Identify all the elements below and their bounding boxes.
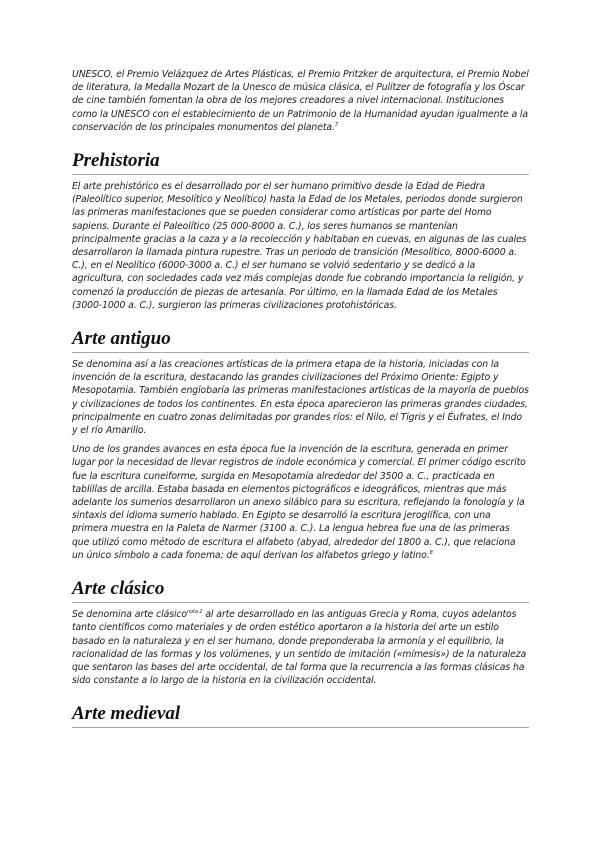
intro-paragraph xyxy=(72,68,529,134)
arte-antiguo-paragraph-1: Se denomina así a las creaciones artísticas de la primera etapa de la historia, iniciadas con la invención de la escritura, destacando las grandes civilizaciones del Próximo Oriente: Egipto y Mesopotamia. También englobaría las primeras manifestaciones artísticas de la mayoría de pueblos y civilizaciones de todos los continentes. En esta época aparecieron las primeras grandes ciudades, principalmente en cuatro zonas delimitadas por grandes ríos: el Nilo, el Tigris y el Éufrates, el Indo y el río Amarillo. xyxy=(72,359,529,437)
heading-arte-medieval: Arte medieval xyxy=(72,703,529,728)
arte-antiguo-paragraph-2 xyxy=(72,443,529,562)
intro-text: UNESCO, el Premio Velázquez de Artes Plásticas, el Premio Pritzker de arquitectura, el Premio Nobel de literatura, la Medalla Mozart de la Unesco de música clásica, el Pulitzer de fotografía y los Óscar de cine también fomentan la obra de los mejores creadores a nivel internacional. Instituciones como la UNESCO con el establecimiento de un Patrimonio de la Humanidad ayudan igualmente a la conservación de los principales monumentos del planeta. xyxy=(72,69,529,133)
heading-arte-antiguo: Arte antiguo xyxy=(72,328,529,353)
heading-arte-clasico: Arte clásico xyxy=(72,578,529,603)
arte-antiguo-paragraph-2-text: Uno de los grandes avances en esta época fue la invención de la escritura, generada en primer lugar por la necesidad de llevar registros de índole económica y comercial. El primer código escrito fue la escritura cuneiforme, surgida en Mesopotamia alrededor del 3500 a. C., practicada en tablillas de arcilla. Estaba basada en elementos pictográficos e ideográficos, mientras que más adelante los sumerios desarrollaron un anexo silábico para su escritura, reflejando la fonología y la sintaxis del idioma sumerio hablado. En Egipto se desarrolló la escritura jeroglífica, con una primera muestra en la Paleta de Narmer (3100 a. C.). La lengua hebrea fue una de las primeras que utilizó como método de escritura el alfabeto (abyad, alrededor del 1800 a. C.), que relaciona un único símbolo a cada fonema; de aquí derivan los alfabetos griego y latino. xyxy=(72,444,526,561)
prehistoria-paragraph: El arte prehistórico es el desarrollado por el ser humano primitivo desde la Edad de Piedra (Paleolítico superior, Mesolítico y Neolítico) hasta la Edad de los Metales, periodos donde surgieron las primeras manifestaciones que se pueden considerar como artísticas por parte del Homo sapiens. Durante el Paleolítico (25 000-8000 a. C.), los seres humanos se mantenían principalmente gracias a la caza y a la recolección y habitaban en cuevas, en algunas de las cuales desarrollaron la llamada pintura rupestre. Tras un periodo de transición (Mesolítico, 8000-6000 a. C.), en el Neolítico (6000-3000 a. C.) el ser humano se volvió sedentario y se dedicó a la agricultura, con sociedades cada vez más complejas donde fue cobrando importancia la religión, y comenzó la producción de piezas de artesanía. Por último, en la llamada Edad de los Metales (3000-1000 a. C.), surgieron las primeras civilizaciones protohistóricas. xyxy=(72,181,527,311)
note-2[interactable]: nota 2 xyxy=(187,609,203,615)
arte-clasico-text-a: Se denomina arte clásico xyxy=(72,609,188,621)
article-body xyxy=(72,68,529,728)
reference-8[interactable]: 8 xyxy=(429,549,433,556)
reference-7[interactable]: 7 xyxy=(334,121,338,128)
arte-clasico-text-b: al arte desarrollado en las antiguas Grecia y Roma, cuyos adelantos tanto científicos como materiales y de orden estético aportaron a la historia del arte un estilo basado en la naturaleza y en el ser humano, donde preponderaba la armonía y el equilibrio, la racionalidad de las formas y los volúmenes, y un sentido de imitación («mímesis») de la naturaleza que sentaron las bases del arte occidental, de tal forma que la recurrencia a las formas clásicas ha sido constante a lo largo de la historia en la civilización occidental. xyxy=(72,609,527,687)
arte-clasico-paragraph xyxy=(72,608,529,687)
heading-prehistoria: Prehistoria xyxy=(72,150,529,175)
